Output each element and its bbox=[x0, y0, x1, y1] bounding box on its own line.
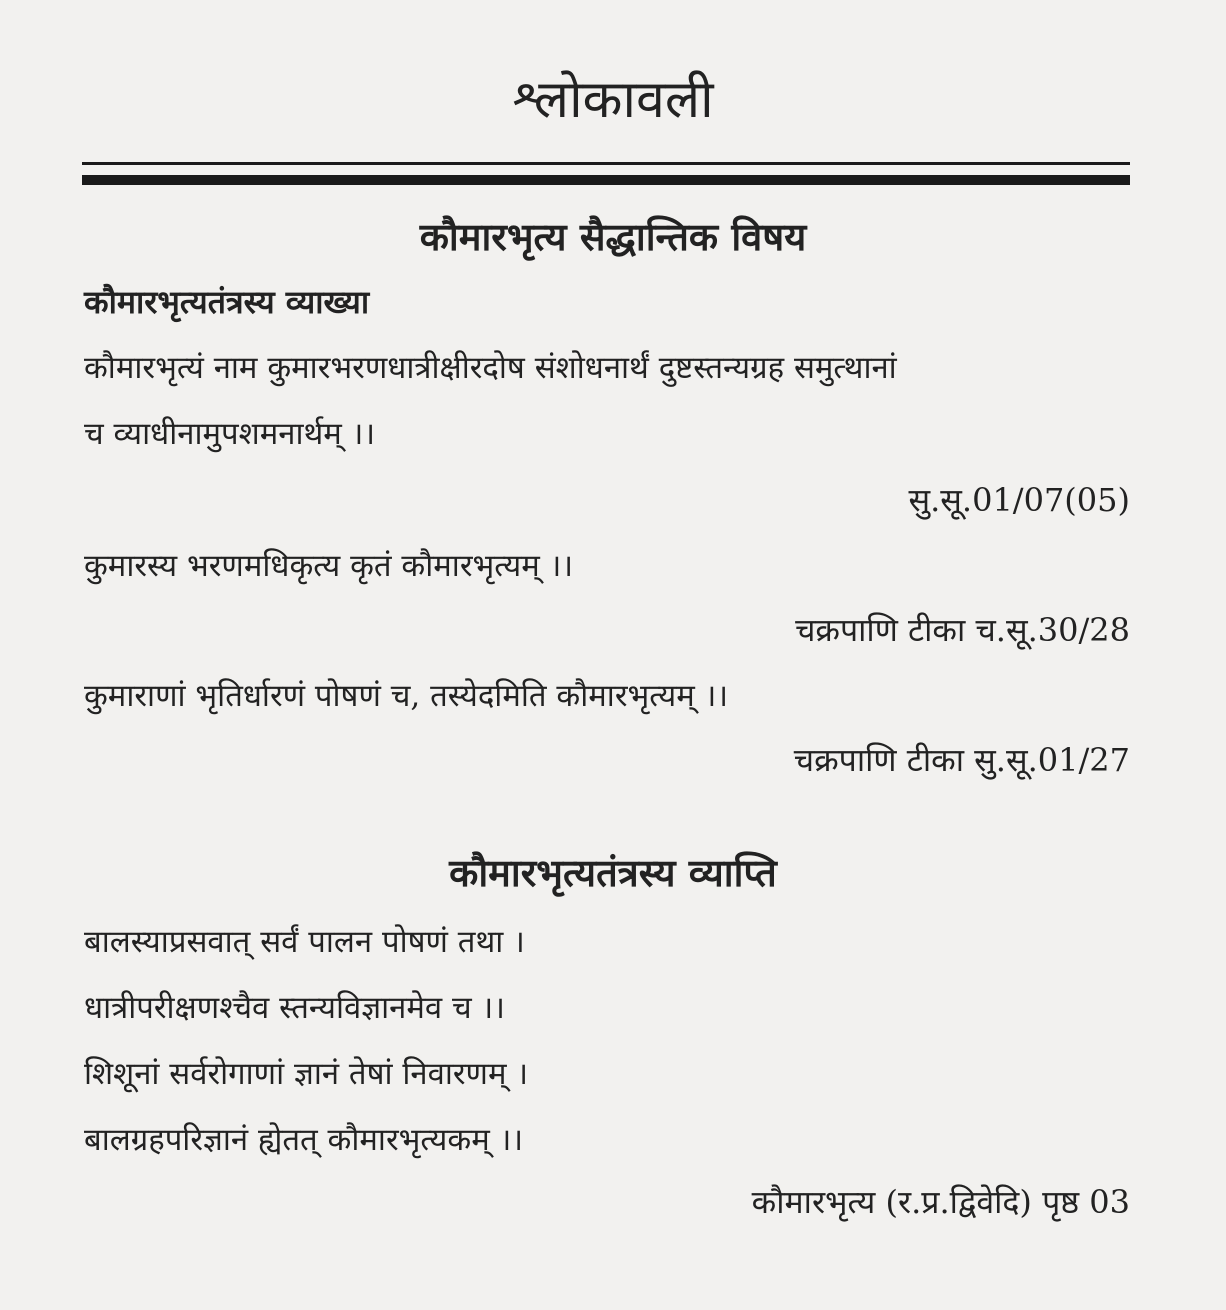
section2-heading: कौमारभृत्यतंत्रस्य व्याप्ति bbox=[449, 850, 777, 895]
verse4-line3: शिशूनां सर्वरोगाणां ज्ञानं तेषां निवारणम् । bbox=[84, 1056, 529, 1092]
title-rule-thin bbox=[82, 162, 1130, 165]
verse1-line2: च व्याधीनामुपशमनार्थम् ।। bbox=[84, 416, 376, 452]
section1-subheading: कौमारभृत्यतंत्रस्य व्याख्या bbox=[84, 283, 370, 321]
verse4-line1: बालस्याप्रसवात् सर्वं पालन पोषणं तथा । bbox=[84, 924, 525, 960]
verse4-line2: धात्रीपरीक्षणश्चैव स्तन्यविज्ञानमेव च ।। bbox=[84, 990, 506, 1026]
verse2: कुमारस्य भरणमधिकृत्य कृतं कौमारभृत्यम् ।। bbox=[84, 548, 574, 584]
section1-heading: कौमारभृत्य सैद्धान्तिक विषय bbox=[419, 214, 807, 259]
reference-1: सु.सू.01/07(05) bbox=[908, 481, 1130, 519]
reference-3: चक्रपाणि टीका सु.सू.01/27 bbox=[793, 741, 1130, 779]
reference-4: कौमारभृत्य (र.प्र.द्विवेदि) पृष्ठ 03 bbox=[751, 1183, 1130, 1221]
verse1-line1: कौमारभृत्यं नाम कुमारभरणधात्रीक्षीरदोष संशोधनार्थं दुष्टस्तन्यग्रह समुत्थानां bbox=[84, 350, 897, 386]
title-rule-thick bbox=[82, 175, 1130, 185]
verse4-line4: बालग्रहपरिज्ञानं ह्येतत् कौमारभृत्यकम् ।। bbox=[84, 1122, 524, 1158]
reference-2: चक्रपाणि टीका च.सू.30/28 bbox=[795, 611, 1130, 649]
page-title: श्लोकावली bbox=[512, 70, 714, 130]
verse3: कुमाराणां भृतिर्धारणं पोषणं च, तस्येदमिति कौमारभृत्यम् ।। bbox=[84, 678, 729, 714]
